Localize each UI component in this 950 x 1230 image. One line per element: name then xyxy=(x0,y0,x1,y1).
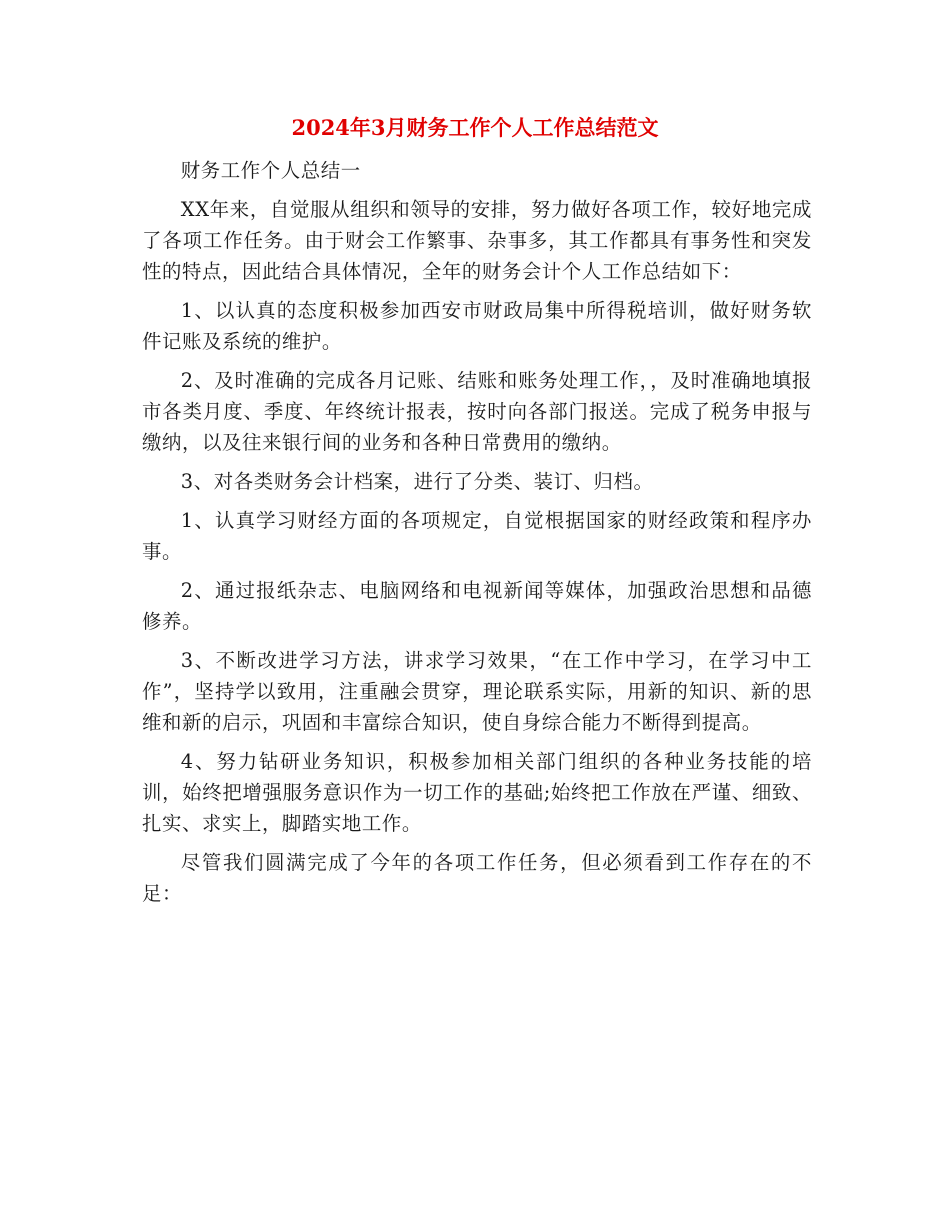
document-body xyxy=(142,155,812,917)
paragraph-section-heading: 财务工作个人总结一 xyxy=(180,159,361,182)
paragraph-item: 2、通过报纸杂志、电脑网络和电视新闻等媒体，加强政治思想和品德修养。 xyxy=(142,579,812,633)
paragraph-item: 3、不断改进学习方法，讲求学习效果，“在工作中学习，在学习中工作”，坚持学以致用，注重融会贯穿，理论联系实际，用新的知识、新的思维和新的启示，巩固和丰富综合知识，使自身综合能力不断得到提高。 xyxy=(142,649,812,734)
paragraph-item: 2、及时准确的完成各月记账、结账和账务处理工作，，及时准确地填报市各类月度、季度、年终统计报表，按时向各部门报送。完成了税务申报与缴纳，以及往来银行间的业务和各种日常费用的缴纳。 xyxy=(142,369,812,454)
document-title: 2024年3月财务工作个人工作总结范文 xyxy=(291,115,659,140)
paragraph-item: 4、努力钻研业务知识，积极参加相关部门组织的各种业务技能的培训，始终把增强服务意识作为一切工作的基础;始终把工作放在严谨、细致、扎实、求实上，脚踏实地工作。 xyxy=(142,750,812,835)
paragraph-conclusion: 尽管我们圆满完成了今年的各项工作任务，但必须看到工作存在的不足： xyxy=(142,851,812,905)
paragraph-item: 3、对各类财务会计档案，进行了分类、装订、归档。 xyxy=(180,470,654,493)
paragraph-intro: XX年来，自觉服从组织和领导的安排，努力做好各项工作，较好地完成了各项工作任务。由于财会工作繁事、杂事多，其工作都具有事务性和突发性的特点，因此结合具体情况，全年的财务会计个人工作总结如下： xyxy=(142,198,812,283)
paragraph-item: 1、以认真的态度积极参加西安市财政局集中所得税培训，做好财务软件记账及系统的维护。 xyxy=(142,299,812,353)
paragraph-item: 1、认真学习财经方面的各项规定，自觉根据国家的财经政策和程序办事。 xyxy=(142,509,812,563)
